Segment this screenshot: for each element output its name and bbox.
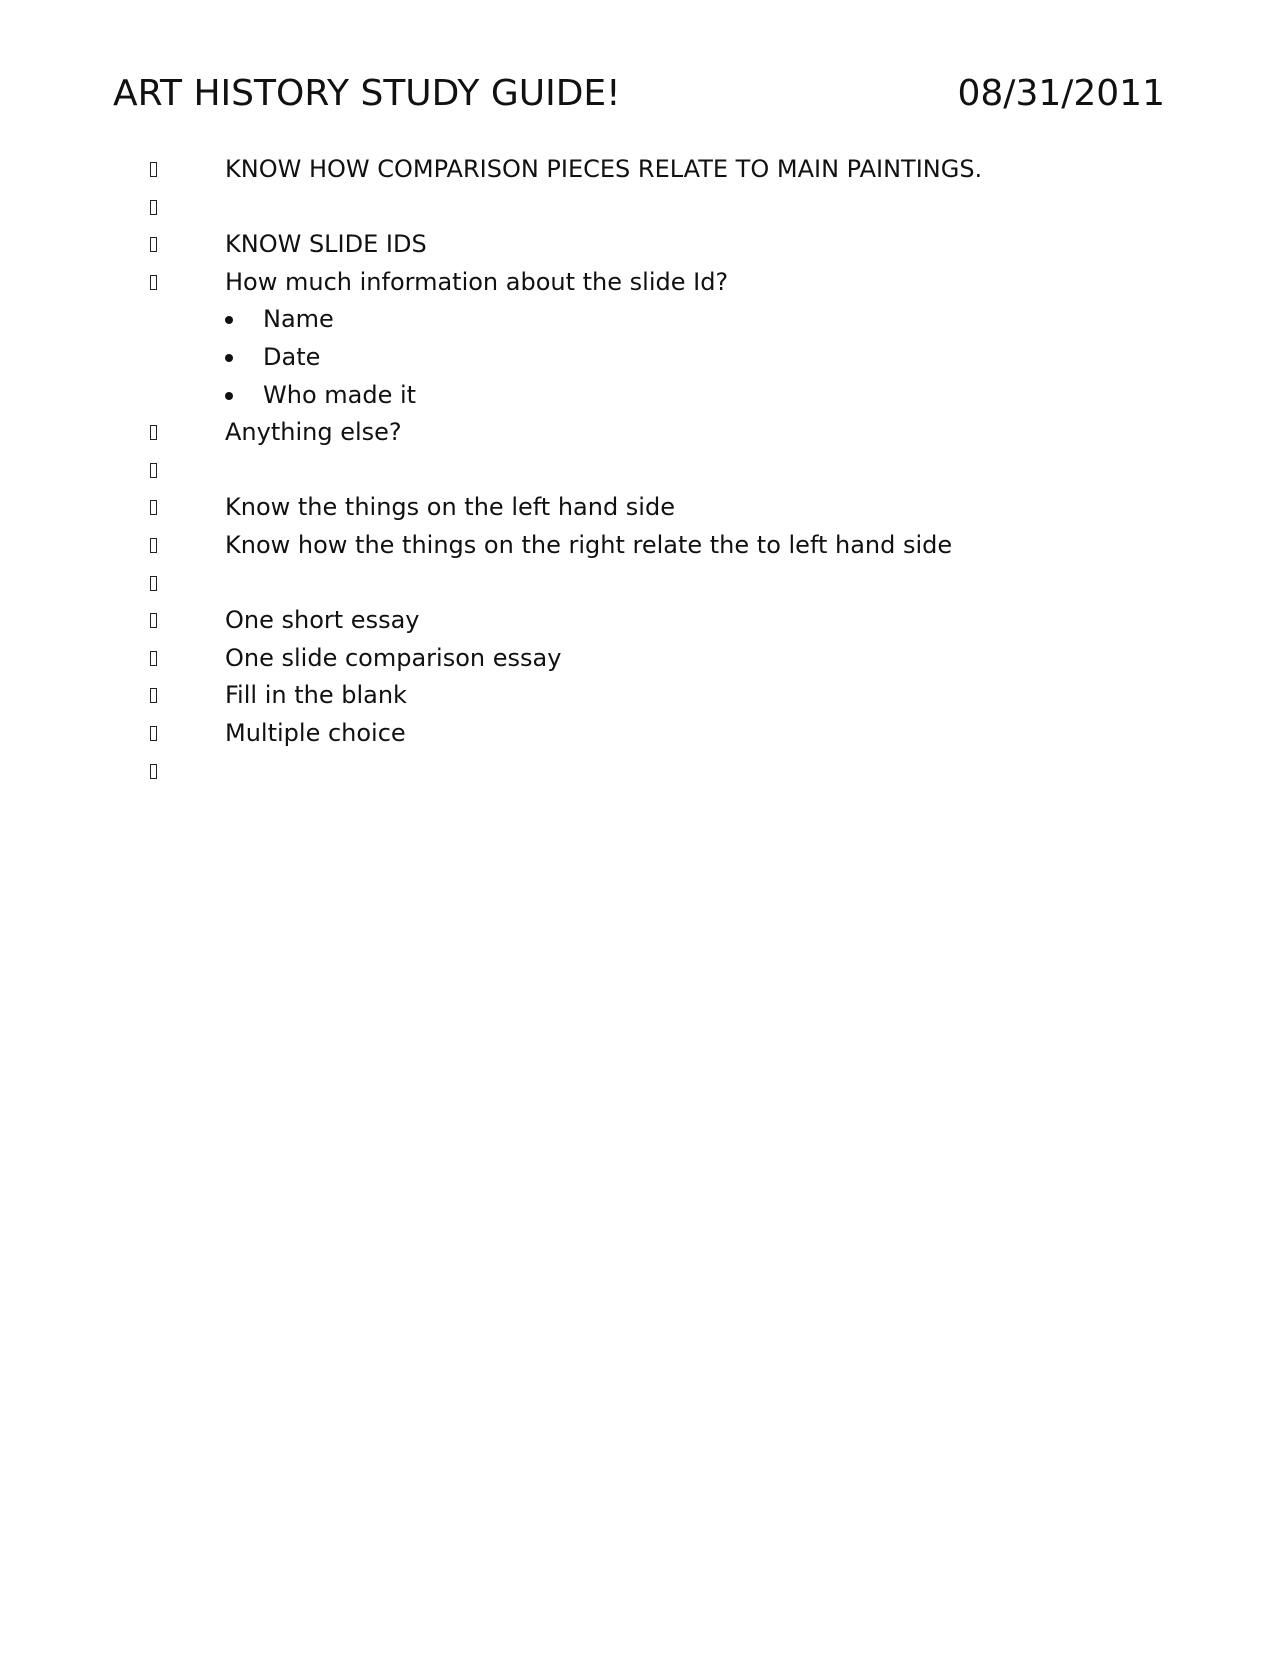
list-item-text: Know the things on the left hand side: [225, 493, 675, 522]
list-item: [0, 565, 1280, 603]
list-item: [0, 715, 1280, 753]
list-item: [0, 602, 1280, 640]
missing-glyph-bullet-icon: [150, 162, 157, 177]
list-item-text: KNOW SLIDE IDS: [225, 230, 427, 259]
list-item-text: Anything else?: [225, 418, 402, 447]
list-item: [0, 226, 1280, 264]
list-item: [0, 677, 1280, 715]
bullet-dot-icon: [225, 354, 233, 362]
list-item: [0, 527, 1280, 565]
list-item: [0, 264, 1280, 302]
list-item: [0, 189, 1280, 227]
sub-list-item: [0, 339, 1280, 377]
list-item-text: One short essay: [225, 606, 420, 635]
list-item: [0, 452, 1280, 490]
missing-glyph-bullet-icon: [150, 200, 157, 215]
bullet-dot-icon: [225, 392, 233, 400]
list-item-text: One slide comparison essay: [225, 643, 562, 672]
list-item: [0, 753, 1280, 791]
bullet-dot-icon: [225, 316, 233, 324]
missing-glyph-bullet-icon: [150, 651, 157, 666]
missing-glyph-bullet-icon: [150, 275, 157, 290]
missing-glyph-bullet-icon: [150, 613, 157, 628]
sub-list-item-text: Who made it: [263, 380, 417, 409]
missing-glyph-bullet-icon: [150, 425, 157, 440]
missing-glyph-bullet-icon: [150, 237, 157, 252]
document-title: ART HISTORY STUDY GUIDE!: [113, 73, 621, 114]
missing-glyph-bullet-icon: [150, 463, 157, 478]
list-item-text: How much information about the slide Id?: [225, 267, 729, 296]
list-item-text: KNOW HOW COMPARISON PIECES RELATE TO MAIN PAINTINGS.: [225, 155, 983, 183]
list-item: [0, 489, 1280, 527]
list-item-text: Know how the things on the right relate the to left hand side: [225, 530, 953, 559]
list-item: [0, 151, 1280, 189]
list-item-text: Fill in the blank: [225, 681, 407, 710]
sub-list-item-text: Name: [263, 305, 334, 334]
sub-list-item: [0, 301, 1280, 339]
list-item: [0, 414, 1280, 452]
missing-glyph-bullet-icon: [150, 688, 157, 703]
list-item-text: Multiple choice: [225, 718, 406, 747]
missing-glyph-bullet-icon: [150, 500, 157, 515]
document-date: 08/31/2011: [957, 73, 1165, 114]
sub-list-item: [0, 377, 1280, 415]
document-header: [113, 72, 1165, 116]
missing-glyph-bullet-icon: [150, 726, 157, 741]
sub-list-item-text: Date: [263, 342, 321, 371]
missing-glyph-bullet-icon: [150, 576, 157, 591]
list-item: [0, 640, 1280, 678]
missing-glyph-bullet-icon: [150, 538, 157, 553]
study-guide-list: [0, 151, 1280, 790]
missing-glyph-bullet-icon: [150, 764, 157, 779]
